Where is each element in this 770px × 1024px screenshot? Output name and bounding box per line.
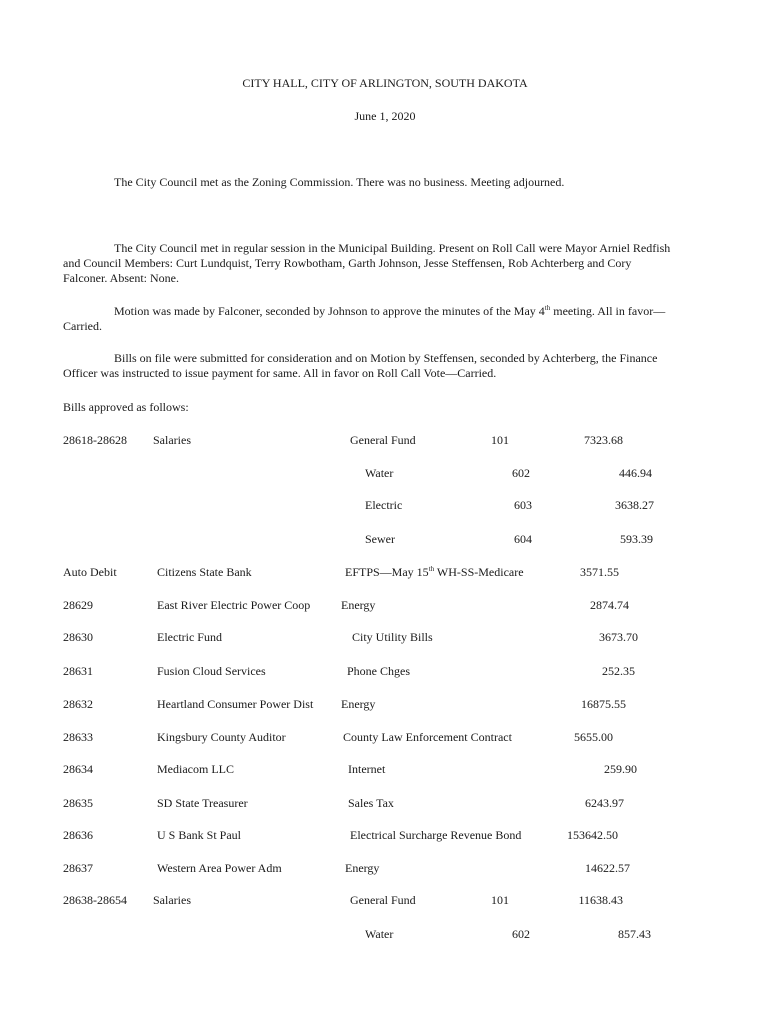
bill-payee: Fusion Cloud Services (157, 664, 266, 678)
bill-fund: 602 (512, 466, 530, 480)
bill-payee: East River Electric Power Coop (157, 598, 311, 612)
bill-amount: 3673.70 (599, 630, 638, 644)
bill-purpose: Electrical Surcharge Revenue Bond (350, 828, 522, 842)
motion-text-post: meeting. All in favor— (550, 304, 666, 318)
bill-purpose: City Utility Bills (352, 630, 433, 644)
bill-amount: 16875.55 (581, 697, 626, 711)
bill-purpose: Internet (348, 762, 386, 776)
bill-amount: 252.35 (602, 664, 635, 678)
bill-purpose: Energy (341, 697, 376, 711)
bill-number: 28630 (63, 630, 93, 644)
bill-payee: Mediacom LLC (157, 762, 234, 776)
bill-amount: 14622.57 (585, 861, 630, 875)
roll-call-line-3: Falconer. Absent: None. (63, 271, 179, 285)
bill-payee: Electric Fund (157, 630, 222, 644)
bill-fund: 101 (491, 433, 509, 447)
bill-purpose (345, 565, 524, 580)
bill-payee: Western Area Power Adm (157, 861, 282, 875)
roll-call-line-2: and Council Members: Curt Lundquist, Terry Rowbotham, Garth Johnson, Jesse Steffensen, Rob Achterberg and Cory (63, 256, 632, 270)
bill-fund: 603 (514, 498, 532, 512)
bill-purpose: General Fund (350, 893, 416, 907)
motion-line-2: Carried. (63, 319, 102, 333)
bill-amount: 3571.55 (580, 565, 619, 579)
bill-number: 28638-28654 (63, 893, 127, 907)
bill-payee: Citizens State Bank (157, 565, 252, 579)
bill-amount: 153642.50 (567, 828, 618, 842)
bill-number: 28634 (63, 762, 93, 776)
bill-amount: 5655.00 (574, 730, 613, 744)
bill-purpose: Sales Tax (348, 796, 394, 810)
bill-amount: 259.90 (604, 762, 637, 776)
bill-amount: 593.39 (620, 532, 653, 546)
bill-purpose: Water (365, 466, 394, 480)
bills-approved-heading: Bills approved as follows: (63, 400, 189, 414)
bill-number: 28636 (63, 828, 93, 842)
bills-line-1: Bills on file were submitted for consideration and on Motion by Steffensen, seconded by Achterberg, the Finance (114, 351, 658, 365)
bill-number: 28637 (63, 861, 93, 875)
motion-text-pre: Motion was made by Falconer, seconded by Johnson to approve the minutes of the May 4 (114, 304, 545, 318)
bill-amount: 7323.68 (584, 433, 623, 447)
meeting-date: June 1, 2020 (354, 109, 416, 123)
bill-amount: 6243.97 (585, 796, 624, 810)
bill-amount: 857.43 (618, 927, 651, 941)
bill-purpose-post: WH-SS-Medicare (434, 565, 524, 579)
bill-fund: 604 (514, 532, 532, 546)
zoning-paragraph: The City Council met as the Zoning Commission. There was no business. Meeting adjourned. (114, 175, 565, 189)
bill-number: 28631 (63, 664, 93, 678)
bill-payee: Kingsbury County Auditor (157, 730, 286, 744)
motion-line-1 (114, 304, 665, 319)
bill-number: 28629 (63, 598, 93, 612)
bill-number: 28632 (63, 697, 93, 711)
bill-purpose-pre: EFTPS—May 15 (345, 565, 429, 579)
bill-purpose: Electric (365, 498, 403, 512)
bill-payee: Heartland Consumer Power Dist (157, 697, 314, 711)
bill-purpose: Water (365, 927, 394, 941)
bill-purpose: Energy (341, 598, 376, 612)
bill-number: 28618-28628 (63, 433, 127, 447)
bill-number: 28635 (63, 796, 93, 810)
bill-payee: U S Bank St Paul (157, 828, 242, 842)
bill-amount: 11638.43 (578, 893, 623, 907)
bill-purpose: Sewer (365, 532, 395, 546)
bill-payee: SD State Treasurer (157, 796, 248, 810)
bill-purpose: Energy (345, 861, 380, 875)
roll-call-line-1: The City Council met in regular session in the Municipal Building. Present on Roll Call were Mayor Arniel Redfish (114, 241, 671, 255)
bill-purpose: Phone Chges (347, 664, 410, 678)
bill-payee: Salaries (153, 893, 191, 907)
bill-fund: 101 (491, 893, 509, 907)
bill-amount: 3638.27 (615, 498, 654, 512)
bill-amount: 2874.74 (590, 598, 629, 612)
bill-purpose: General Fund (350, 433, 416, 447)
bill-amount: 446.94 (619, 466, 652, 480)
bill-purpose-superscript: th (428, 565, 435, 573)
bill-payee: Salaries (153, 433, 191, 447)
document-title: CITY HALL, CITY OF ARLINGTON, SOUTH DAKOTA (242, 76, 528, 90)
bill-fund: 602 (512, 927, 530, 941)
bill-purpose: County Law Enforcement Contract (343, 730, 512, 744)
bills-line-2: Officer was instructed to issue payment for same. All in favor on Roll Call Vote—Carried. (63, 366, 497, 380)
motion-superscript: th (544, 304, 551, 312)
bill-number: 28633 (63, 730, 93, 744)
bill-number: Auto Debit (63, 565, 117, 579)
